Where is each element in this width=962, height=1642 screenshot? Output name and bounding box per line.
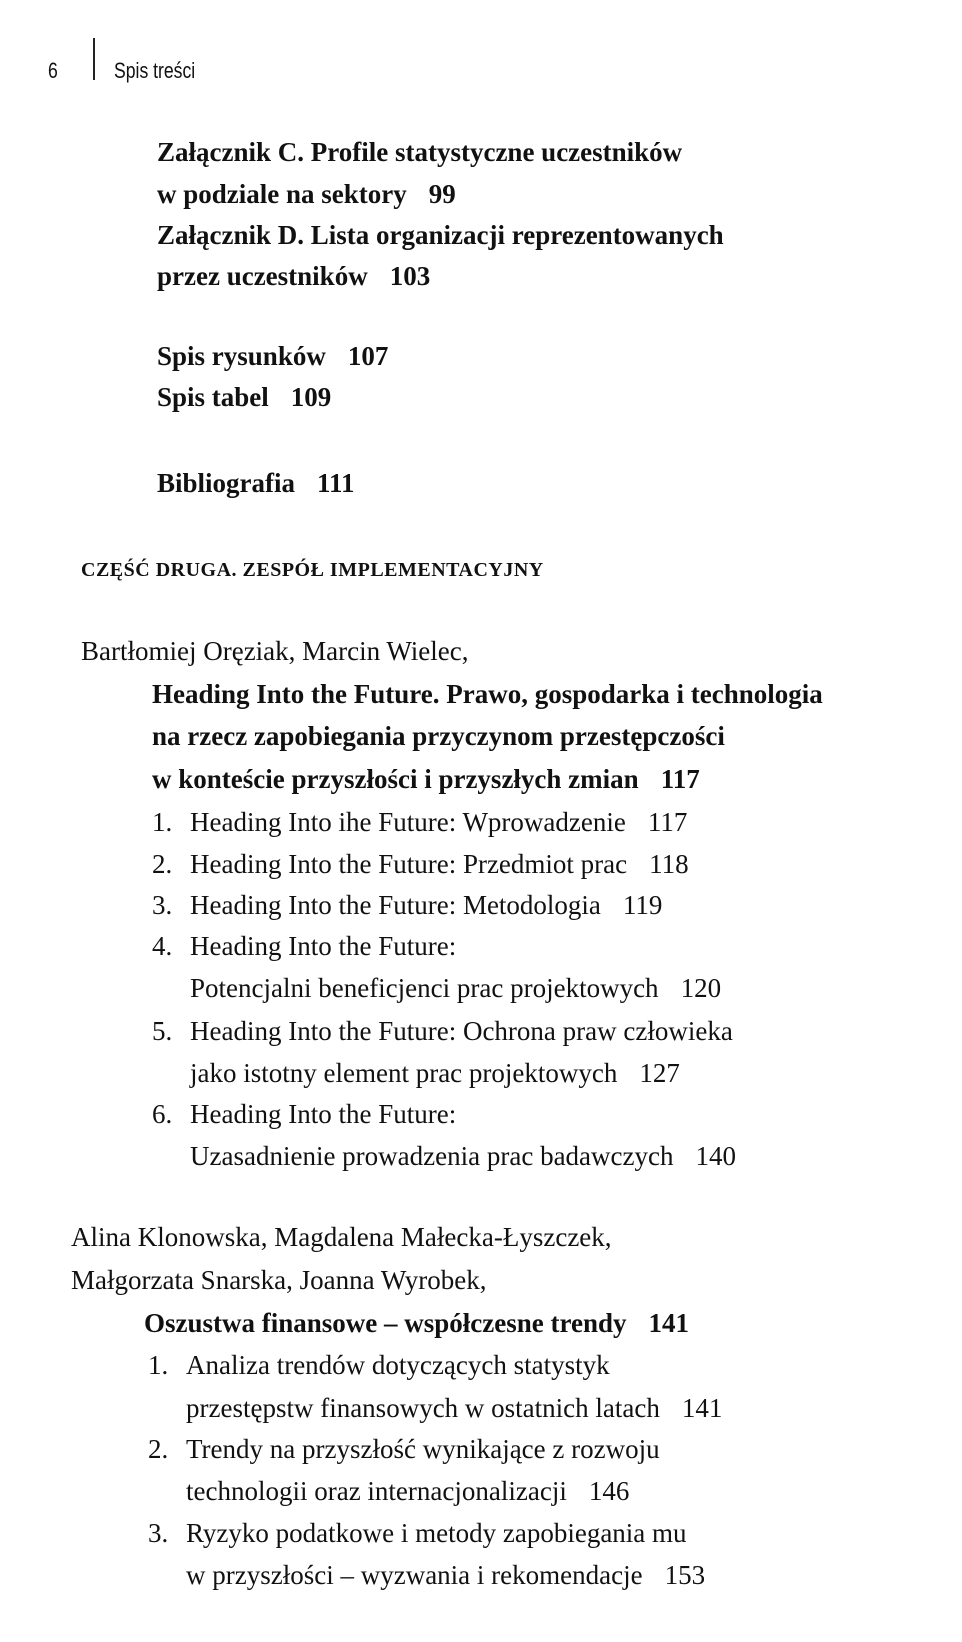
section-text: Heading Into the Future:	[190, 931, 457, 961]
toc-entry	[157, 339, 388, 373]
toc-entry	[157, 218, 724, 252]
toc-entry	[157, 466, 355, 500]
section-text: Trendy na przyszłość wynikające z rozwoju	[186, 1434, 660, 1464]
page-ref: 120	[680, 973, 722, 1003]
section-number: 2.	[152, 849, 173, 879]
chapter-authors: Małgorzata Snarska, Joanna Wyrobek,	[71, 1265, 487, 1295]
section-text: Potencjalni beneficjenci prac projektowych	[190, 973, 659, 1003]
header-divider	[93, 38, 95, 80]
toc-entry	[157, 259, 430, 293]
section-entry	[148, 1348, 610, 1382]
section-text: technologii oraz internacjonalizacji	[186, 1476, 567, 1506]
section-number: 4.	[152, 931, 173, 961]
section-number: 2.	[148, 1434, 169, 1464]
page-ref: 117	[647, 807, 688, 837]
section-text: Heading Into the Future: Ochrona praw człowieka	[190, 1016, 733, 1046]
chapter-title	[144, 1306, 689, 1340]
page-ref: 111	[317, 468, 355, 498]
section-number: 5.	[152, 1016, 173, 1046]
section-text: przestępstw finansowych w ostatnich latach	[186, 1393, 660, 1423]
toc-entry	[157, 177, 456, 211]
page-ref: 103	[389, 261, 431, 291]
entry-text: Spis tabel	[157, 382, 269, 412]
page-ref: 127	[639, 1058, 680, 1088]
section-entry	[152, 929, 456, 963]
chapter-title-text: Oszustwa finansowe – współczesne trendy	[144, 1308, 627, 1338]
section-number: 3.	[148, 1518, 169, 1548]
entry-text: w podziale na sektory	[157, 179, 407, 209]
page-ref: 117	[660, 764, 700, 794]
entry-text: przez uczestników	[157, 261, 368, 291]
page-ref: 140	[695, 1141, 736, 1171]
chapter-title	[152, 762, 700, 796]
section-text: Uzasadnienie prowadzenia prac badawczych	[190, 1141, 674, 1171]
section-text: w przyszłości – wyzwania i rekomendacje	[186, 1560, 643, 1590]
entry-text: Załącznik D. Lista organizacji reprezentowanych	[157, 220, 724, 250]
section-entry-cont	[190, 1139, 736, 1173]
page-ref: 153	[664, 1560, 706, 1590]
section-entry	[148, 1432, 660, 1466]
chapter-authors: Alina Klonowska, Magdalena Małecka-Łyszczek,	[71, 1222, 612, 1252]
section-entry-cont	[186, 1474, 629, 1508]
page-ref: 109	[290, 382, 332, 412]
page-ref: 107	[347, 341, 389, 371]
section-text: Ryzyko podatkowe i metody zapobiegania mu	[186, 1518, 687, 1548]
section-entry-cont	[190, 971, 721, 1005]
section-text: Heading Into the Future: Metodologia	[190, 890, 601, 920]
entry-text: Spis rysunków	[157, 341, 326, 371]
page-ref: 119	[622, 890, 663, 920]
page-ref: 141	[648, 1308, 690, 1338]
section-entry-cont	[186, 1558, 705, 1592]
section-text: jako istotny element prac projektowych	[190, 1058, 618, 1088]
section-entry-cont	[186, 1391, 722, 1425]
chapter-title: Heading Into the Future. Prawo, gospodarka i technologia	[152, 679, 823, 709]
section-text: Heading Into ihe Future: Wprowadzenie	[190, 807, 626, 837]
section-number: 3.	[152, 890, 173, 920]
section-entry	[152, 847, 689, 881]
page-ref: 146	[588, 1476, 630, 1506]
section-number: 6.	[152, 1099, 173, 1129]
toc-entry	[157, 135, 682, 169]
part-title: CZĘŚĆ DRUGA. ZESPÓŁ IMPLEMENTACYJNY	[81, 559, 544, 581]
section-entry	[152, 888, 662, 922]
toc-entry	[157, 380, 331, 414]
section-number: 1.	[152, 807, 173, 837]
section-entry	[148, 1516, 687, 1550]
section-text: Heading Into the Future:	[190, 1099, 457, 1129]
section-text: Analiza trendów dotyczących statystyk	[186, 1350, 610, 1380]
chapter-title: na rzecz zapobiegania przyczynom przestępczości	[152, 721, 725, 751]
section-entry	[152, 1097, 456, 1131]
entry-text: Załącznik C. Profile statystyczne uczestników	[157, 137, 683, 167]
page-number: 6	[48, 58, 58, 83]
page-ref: 141	[681, 1393, 723, 1423]
chapter-authors: Bartłomiej Oręziak, Marcin Wielec,	[81, 636, 469, 666]
section-entry	[152, 805, 687, 839]
section-entry	[152, 1014, 733, 1048]
page-ref: 99	[428, 179, 456, 209]
section-entry-cont	[190, 1056, 680, 1090]
entry-text: Bibliografia	[157, 468, 296, 498]
section-number: 1.	[148, 1350, 169, 1380]
chapter-title-text: w konteście przyszłości i przyszłych zmian	[152, 764, 639, 794]
running-title: Spis treści	[114, 58, 196, 83]
section-text: Heading Into the Future: Przedmiot prac	[190, 849, 628, 879]
page-ref: 118	[649, 849, 689, 879]
